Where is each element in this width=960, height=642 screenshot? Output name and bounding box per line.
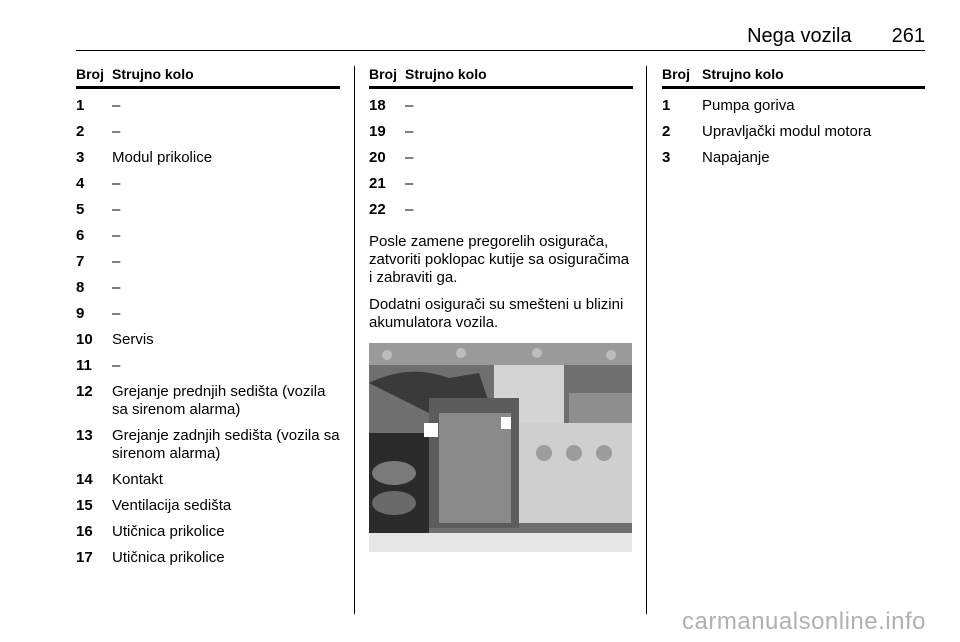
fuse-number: 19 <box>369 123 386 140</box>
table-body <box>369 97 633 219</box>
circuit-name: – <box>405 175 414 192</box>
fuse-table-1 <box>76 66 340 567</box>
circuit-name: – <box>405 123 414 140</box>
fuse-number: 11 <box>76 357 92 374</box>
circuit-name: – <box>112 305 121 322</box>
circuit-name: Ventilacija sedišta <box>112 497 232 514</box>
table-body <box>662 97 925 167</box>
fuse-number: 16 <box>76 523 93 540</box>
fuse-number: 2 <box>662 123 671 140</box>
paragraph-replace-fuses: Posle zamene pregorelih osigurača, zatvoriti poklopac kutije sa osiguračima i zabraviti ga. <box>369 233 630 286</box>
fuse-number: 1 <box>662 97 671 114</box>
table-row <box>76 523 340 541</box>
fuse-number: 12 <box>76 383 93 400</box>
header-strujno-kolo: Strujno kolo <box>112 66 194 82</box>
circuit-name: Utičnica prikolice <box>112 523 225 540</box>
table-row <box>76 305 340 323</box>
table-header <box>76 66 340 89</box>
circuit-name: Grejanje zadnjih sedišta (vozila sa sirenom alarma) <box>112 427 340 462</box>
header-strujno-kolo: Strujno kolo <box>405 66 487 82</box>
circuit-name: – <box>405 97 414 114</box>
fuse-number: 21 <box>369 175 386 192</box>
circuit-name: Utičnica prikolice <box>112 549 225 566</box>
circuit-name: Grejanje prednjih sedišta (vozila sa sirenom alarma) <box>112 383 326 418</box>
circuit-name: Modul prikolice <box>112 149 213 166</box>
table-row <box>76 175 340 193</box>
table-row <box>662 123 925 141</box>
table-row <box>76 149 340 167</box>
table-row <box>76 331 340 349</box>
fuse-number: 18 <box>369 97 386 114</box>
circuit-name: – <box>405 149 414 166</box>
watermark: carmanualsonline.info <box>682 608 926 635</box>
table-row <box>662 149 925 167</box>
header-broj: Broj <box>76 66 104 82</box>
fuse-number: 14 <box>76 471 93 488</box>
table-body <box>76 97 340 567</box>
page-number: 261 <box>891 25 925 47</box>
table-row <box>369 175 633 193</box>
circuit-name: – <box>405 201 414 218</box>
fuse-number: 7 <box>76 253 85 270</box>
circuit-name: Servis <box>112 331 154 348</box>
table-row <box>76 227 340 245</box>
circuit-name: Napajanje <box>702 149 770 166</box>
table-row <box>76 123 340 141</box>
fuse-number: 20 <box>369 149 386 166</box>
table-header <box>662 66 925 89</box>
fuse-number: 6 <box>76 227 85 244</box>
table-row <box>76 201 340 219</box>
circuit-name: – <box>112 253 121 270</box>
fuse-number: 9 <box>76 305 85 322</box>
fuse-number: 17 <box>76 549 93 566</box>
circuit-name: – <box>112 123 121 140</box>
fuse-number: 22 <box>369 201 386 218</box>
table-row <box>76 357 340 375</box>
fuse-number: 8 <box>76 279 85 296</box>
table-header <box>369 66 633 89</box>
fuse-table-2 <box>369 66 633 332</box>
fuse-number: 5 <box>76 201 85 218</box>
fuse-number: 2 <box>76 123 85 140</box>
circuit-name: Pumpa goriva <box>702 97 795 114</box>
table-row <box>369 97 633 115</box>
paragraph-additional-fuses: Dodatni osigurači su smešteni u blizini akumulatora vozila. <box>369 296 624 331</box>
table-row <box>76 471 340 489</box>
fuse-number: 3 <box>662 149 671 166</box>
table-row <box>76 383 340 419</box>
table-row <box>76 253 340 271</box>
fuse-number: 13 <box>76 427 93 444</box>
circuit-name: Upravljački modul motora <box>702 123 872 140</box>
fuse-number: 4 <box>76 175 85 192</box>
circuit-name: – <box>112 97 121 114</box>
header-broj: Broj <box>369 66 397 82</box>
table-row <box>369 201 633 219</box>
circuit-name: – <box>112 357 121 374</box>
table-row <box>76 497 340 515</box>
fuse-table-3 <box>662 66 925 167</box>
header-broj: Broj <box>662 66 690 82</box>
header-strujno-kolo: Strujno kolo <box>702 66 784 82</box>
fuse-number: 10 <box>76 331 93 348</box>
table-row <box>369 123 633 141</box>
circuit-name: Kontakt <box>112 471 163 488</box>
section-title: Nega vozila <box>747 25 852 47</box>
table-row <box>76 427 340 463</box>
circuit-name: – <box>112 227 121 244</box>
page-header <box>76 26 925 51</box>
table-row <box>369 149 633 167</box>
table-row <box>76 279 340 297</box>
circuit-name: – <box>112 201 121 218</box>
fuse-number: 1 <box>76 97 85 114</box>
fuse-number: 15 <box>76 497 93 514</box>
engine-bay-photo <box>369 343 632 552</box>
circuit-name: – <box>112 175 121 192</box>
circuit-name: – <box>112 279 121 296</box>
table-row <box>76 97 340 115</box>
table-row <box>662 97 925 115</box>
fuse-number: 3 <box>76 149 85 166</box>
table-row <box>76 549 340 567</box>
column-divider-1 <box>354 66 355 614</box>
column-divider-2 <box>646 66 647 614</box>
